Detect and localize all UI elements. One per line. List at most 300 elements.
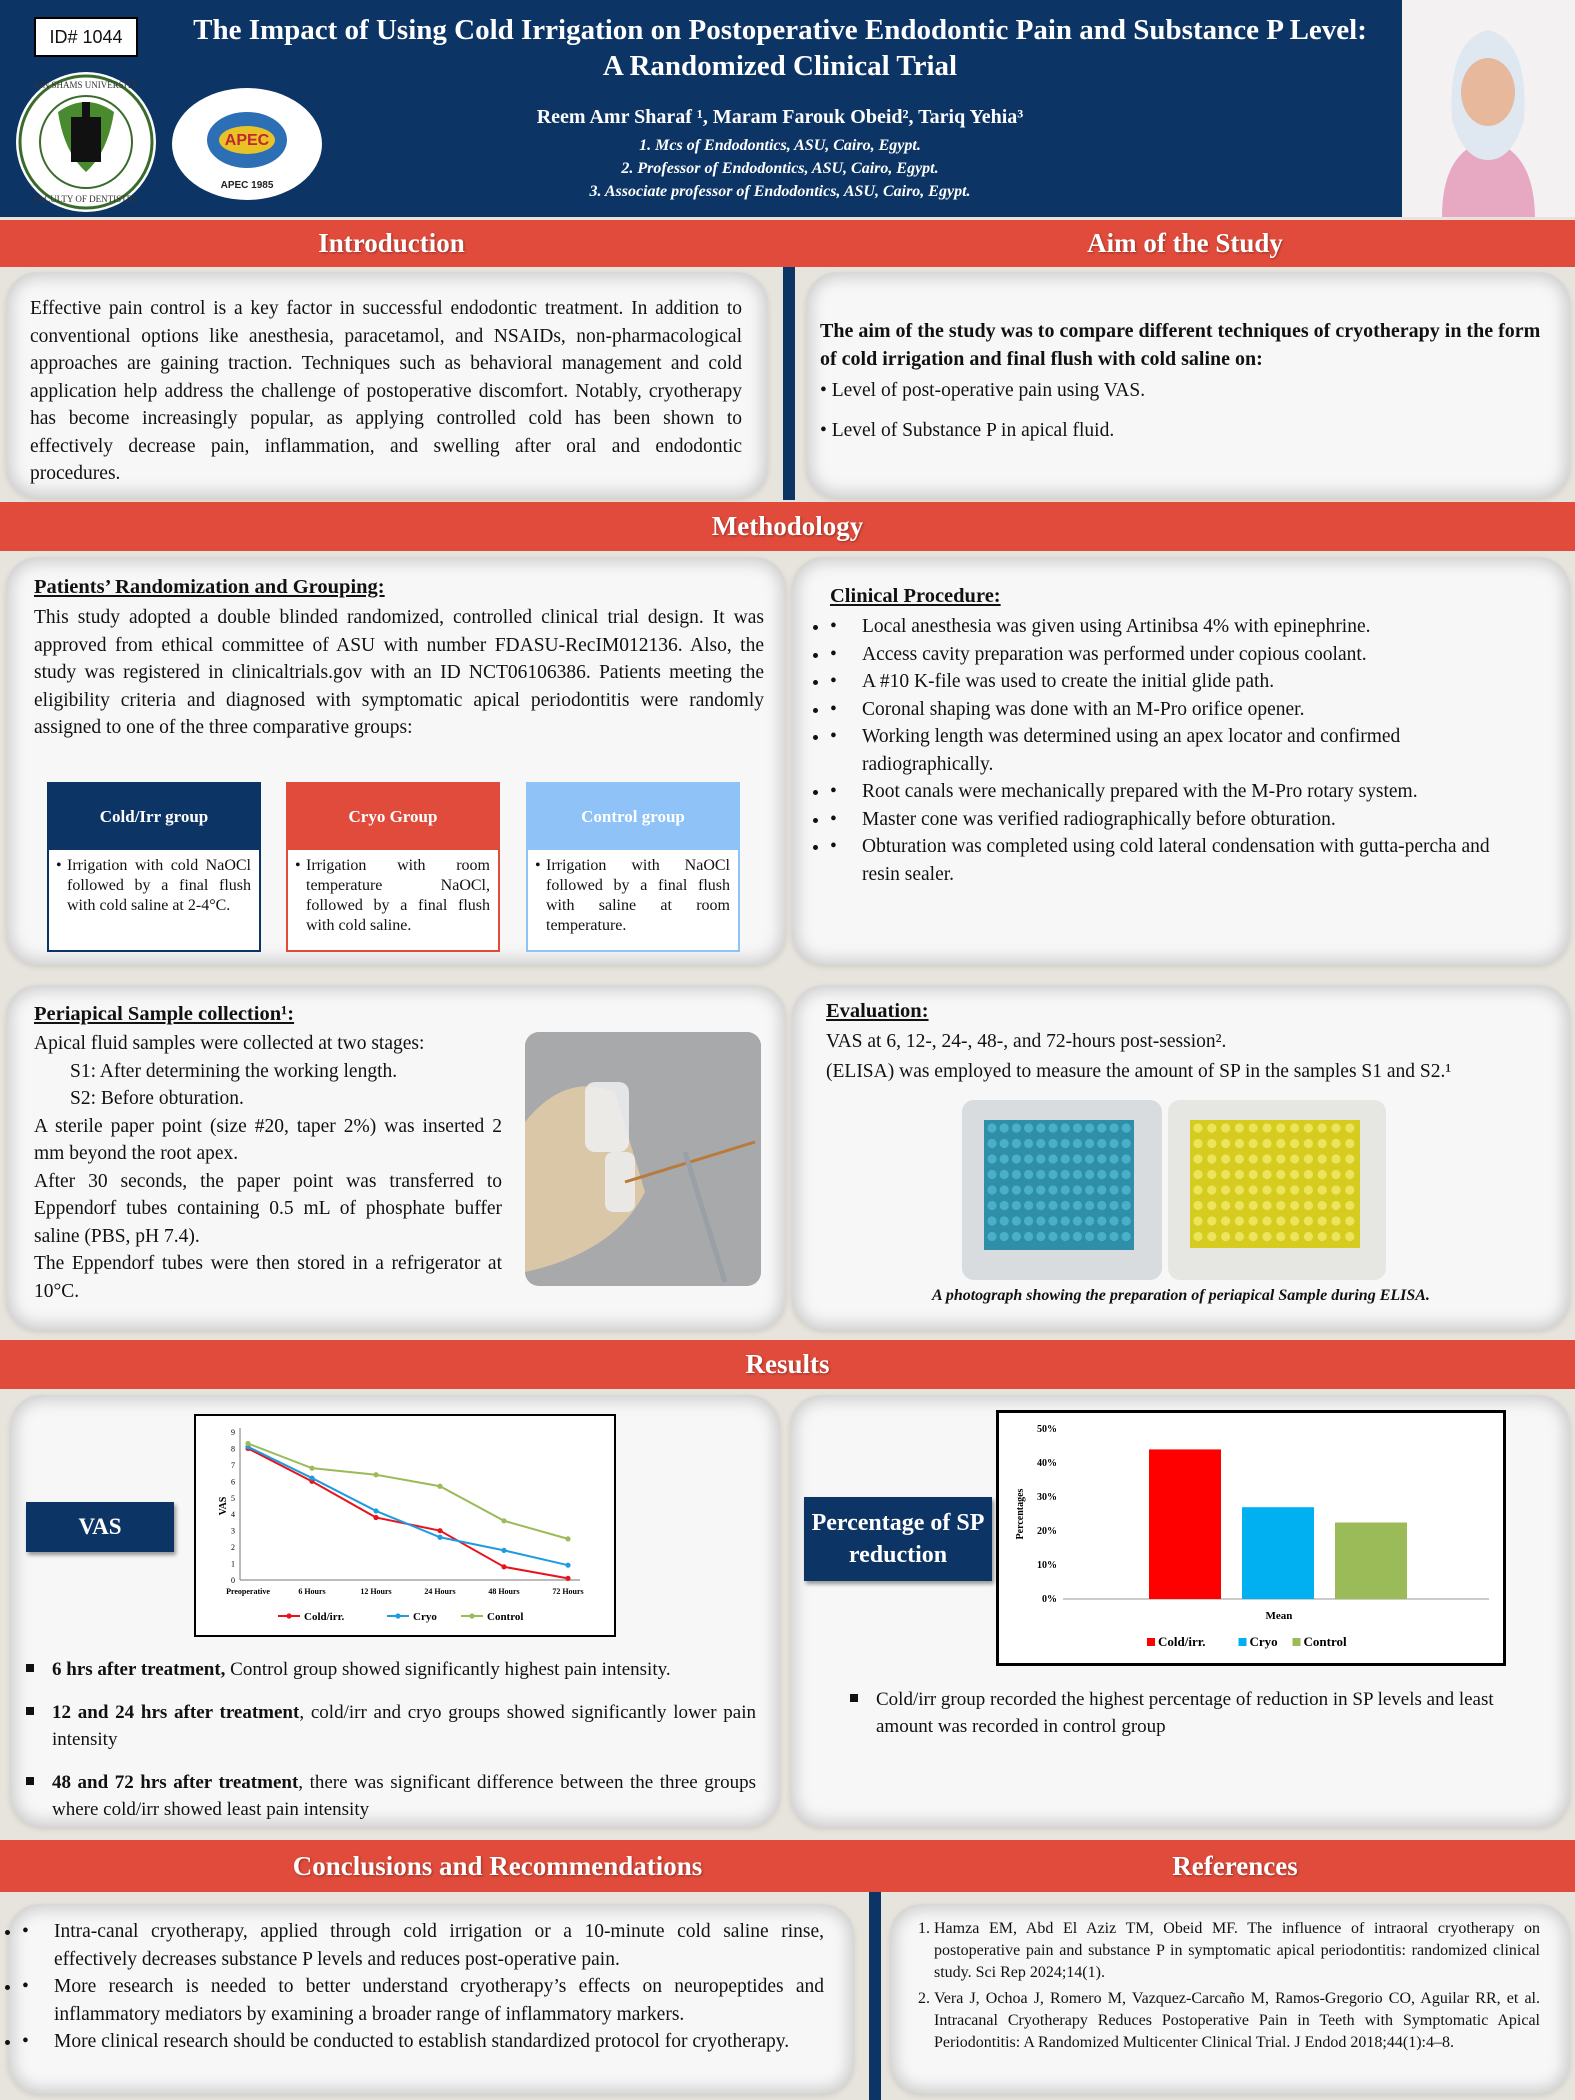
sample-line: Apical fluid samples were collected at two stages: bbox=[34, 1033, 425, 1054]
plate-well bbox=[1304, 1185, 1313, 1194]
bar-control bbox=[1335, 1523, 1407, 1600]
sample-text bbox=[34, 1030, 502, 1305]
aim-bullet-1: • Level of post-operative pain using VAS. bbox=[820, 380, 1146, 401]
plate-well bbox=[1207, 1201, 1216, 1210]
group-box-coldirr bbox=[47, 782, 261, 952]
y-axis-label: Percentages bbox=[1015, 1488, 1026, 1540]
group-desc: • Irrigation with cold NaOCl followed by a final flush with cold saline at 2-4°C. bbox=[49, 850, 259, 922]
plate-well bbox=[1024, 1185, 1033, 1194]
legend-swatch bbox=[1239, 1638, 1247, 1646]
results-heading: Results bbox=[0, 1340, 1575, 1389]
plate-well bbox=[1000, 1123, 1009, 1132]
plate-well bbox=[1061, 1232, 1070, 1241]
plate-well bbox=[1331, 1185, 1340, 1194]
plate-well bbox=[1235, 1139, 1244, 1148]
plate-well bbox=[1276, 1232, 1285, 1241]
plate-well bbox=[1097, 1170, 1106, 1179]
clinical-item: • • Local anesthesia was given using Artinibsa 4% with epinephrine. bbox=[830, 613, 1520, 641]
aim-bullet-2: • Level of Substance P in apical fluid. bbox=[820, 420, 1115, 441]
plate-well bbox=[987, 1154, 996, 1163]
plate-well bbox=[1331, 1154, 1340, 1163]
y-tick-label: 1 bbox=[231, 1559, 235, 1569]
plate-well bbox=[1331, 1123, 1340, 1132]
plate-well bbox=[1304, 1123, 1313, 1132]
plate-well bbox=[1193, 1201, 1202, 1210]
plate-well bbox=[1085, 1170, 1094, 1179]
evaluation-line-1: VAS at 6, 12-, 24-, 48-, and 72-hours post-session². bbox=[826, 1031, 1227, 1052]
data-point bbox=[309, 1466, 314, 1471]
svg-text:AIN SHAMS UNIVERSITY: AIN SHAMS UNIVERSITY bbox=[33, 80, 139, 90]
elisa-plate-yellow bbox=[1168, 1100, 1386, 1280]
plate-well bbox=[1085, 1216, 1094, 1225]
y-tick-label: 3 bbox=[231, 1526, 235, 1536]
plate-well bbox=[1024, 1139, 1033, 1148]
plate-well bbox=[1318, 1123, 1327, 1132]
plate-well bbox=[1073, 1201, 1082, 1210]
finding-text: , cold/irr and cryo groups showed significantly lower pain intensity bbox=[52, 1702, 757, 1750]
plate-well bbox=[1249, 1123, 1258, 1132]
plate-well bbox=[1304, 1139, 1313, 1148]
vas-label: VAS bbox=[26, 1502, 174, 1552]
plate-well bbox=[1249, 1139, 1258, 1148]
legend-label: Cold/irr. bbox=[1158, 1634, 1206, 1649]
plate-well bbox=[1122, 1216, 1131, 1225]
plate-well bbox=[1109, 1139, 1118, 1148]
y-tick-label: 5 bbox=[231, 1493, 235, 1503]
plate-well bbox=[1193, 1185, 1202, 1194]
plate-well bbox=[1290, 1201, 1299, 1210]
plate-well bbox=[1290, 1123, 1299, 1132]
plate-well bbox=[1036, 1232, 1045, 1241]
y-tick-label: 20% bbox=[1037, 1526, 1057, 1537]
plate-well bbox=[1304, 1216, 1313, 1225]
plate-well bbox=[1249, 1232, 1258, 1241]
plate-well bbox=[1109, 1170, 1118, 1179]
plate-well bbox=[1024, 1170, 1033, 1179]
plate-well bbox=[1097, 1201, 1106, 1210]
clinical-item: • • Access cavity preparation was performed under copious coolant. bbox=[830, 641, 1520, 669]
sample-line: S1: After determining the working length. bbox=[70, 1060, 398, 1082]
plate-well bbox=[1193, 1216, 1202, 1225]
conclusion-item: • • More clinical research should be conducted to establish standardized protocol for cryotherapy. bbox=[22, 2028, 824, 2056]
conclusion-item: • • More research is needed to better understand cryotherapy’s effects on neuropeptides and inflammatory mediators by examining a broader range of inflammatory markers. bbox=[22, 1973, 824, 2028]
plate-well bbox=[1085, 1232, 1094, 1241]
plate-well bbox=[1276, 1139, 1285, 1148]
plate-well bbox=[1345, 1201, 1354, 1210]
elisa-caption: A photograph showing the preparation of periapical Sample during ELISA. bbox=[932, 1287, 1430, 1304]
plate-well bbox=[1000, 1216, 1009, 1225]
plate-well bbox=[1193, 1139, 1202, 1148]
sample-heading: Periapical Sample collection¹: bbox=[34, 1003, 295, 1025]
x-tick-label: 72 Hours bbox=[552, 1587, 584, 1596]
plate-well bbox=[1276, 1154, 1285, 1163]
clinical-item: • • Coronal shaping was done with an M-Pro orifice opener. bbox=[830, 696, 1520, 724]
data-point bbox=[373, 1472, 378, 1477]
plate-well bbox=[1304, 1201, 1313, 1210]
x-tick-label: 6 Hours bbox=[298, 1587, 326, 1596]
references-list bbox=[910, 1918, 1540, 2054]
plate-well bbox=[1012, 1170, 1021, 1179]
plate-well bbox=[987, 1216, 996, 1225]
plate-well bbox=[1207, 1232, 1216, 1241]
finding-bold: 48 and 72 hrs after treatment bbox=[52, 1772, 299, 1793]
y-tick-label: 0% bbox=[1042, 1594, 1057, 1605]
plate-well bbox=[1290, 1139, 1299, 1148]
affiliation-2: 2. Professor of Endodontics, ASU, Cairo, Egypt. bbox=[621, 160, 939, 177]
plate-well bbox=[1262, 1123, 1271, 1132]
plate-well bbox=[1109, 1201, 1118, 1210]
plate-well bbox=[1097, 1185, 1106, 1194]
plate-well bbox=[1036, 1139, 1045, 1148]
plate-well bbox=[1109, 1185, 1118, 1194]
plate-well bbox=[1085, 1201, 1094, 1210]
plate-well bbox=[1000, 1154, 1009, 1163]
plate-well bbox=[987, 1201, 996, 1210]
column-divider bbox=[783, 267, 795, 500]
plate-well bbox=[1276, 1123, 1285, 1132]
plate-well bbox=[1235, 1232, 1244, 1241]
plate-well bbox=[1207, 1154, 1216, 1163]
plate-well bbox=[1036, 1216, 1045, 1225]
plate-well bbox=[1036, 1201, 1045, 1210]
data-point bbox=[309, 1475, 314, 1480]
group-name: Cryo Group bbox=[288, 784, 498, 850]
legend-marker bbox=[469, 1613, 474, 1618]
data-point bbox=[501, 1518, 506, 1523]
legend-label: Control bbox=[1303, 1634, 1347, 1649]
plate-well bbox=[1073, 1185, 1082, 1194]
plate-well bbox=[1061, 1154, 1070, 1163]
ain-shams-logo bbox=[16, 72, 156, 212]
plate-well bbox=[1048, 1170, 1057, 1179]
title-line-1: The Impact of Using Cold Irrigation on Postoperative Endodontic Pain and Substance P Level: bbox=[193, 14, 1367, 46]
plate-well bbox=[1061, 1123, 1070, 1132]
plate-well bbox=[1318, 1185, 1327, 1194]
plate-well bbox=[1262, 1154, 1271, 1163]
data-point bbox=[501, 1564, 506, 1569]
plate-well bbox=[1318, 1232, 1327, 1241]
plate-well bbox=[1193, 1154, 1202, 1163]
plate-well bbox=[1318, 1216, 1327, 1225]
y-tick-label: 10% bbox=[1037, 1560, 1057, 1571]
svg-text:APEC 1985: APEC 1985 bbox=[220, 180, 274, 191]
plate-well bbox=[1345, 1232, 1354, 1241]
plate-well bbox=[1036, 1185, 1045, 1194]
group-desc: • Irrigation with room temperature NaOCl, followed by a final flush with cold saline. bbox=[288, 850, 498, 942]
plate-well bbox=[1012, 1139, 1021, 1148]
plate-well bbox=[1061, 1139, 1070, 1148]
data-point bbox=[437, 1535, 442, 1540]
plate-well bbox=[1235, 1170, 1244, 1179]
legend-swatch bbox=[1293, 1638, 1301, 1646]
plate-well bbox=[1318, 1170, 1327, 1179]
plate-well bbox=[1048, 1232, 1057, 1241]
plate-well bbox=[1048, 1154, 1057, 1163]
bottom-divider bbox=[869, 1892, 881, 2100]
plate-well bbox=[1097, 1154, 1106, 1163]
plate-well bbox=[1235, 1201, 1244, 1210]
sample-line: After 30 seconds, the paper point was transferred to Eppendorf tubes containing 0.5 mL of phosphate buffer saline (PBS, pH 7.4). bbox=[34, 1170, 502, 1247]
plate-well bbox=[1290, 1232, 1299, 1241]
plate-well bbox=[1207, 1185, 1216, 1194]
finding-text: Control group showed significantly highest pain intensity. bbox=[225, 1659, 671, 1680]
plate-well bbox=[1262, 1170, 1271, 1179]
plate-well bbox=[1193, 1123, 1202, 1132]
plate-well bbox=[1345, 1170, 1354, 1179]
data-point bbox=[437, 1484, 442, 1489]
plate-well bbox=[1061, 1201, 1070, 1210]
plate-well bbox=[1012, 1154, 1021, 1163]
sp-finding: Cold/irr group recorded the highest percentage of reduction in SP levels and least amount was recorded in control group bbox=[850, 1686, 1530, 1740]
plate-well bbox=[1318, 1154, 1327, 1163]
sample-photo bbox=[525, 1032, 761, 1286]
plate-well bbox=[987, 1123, 996, 1132]
plate-well bbox=[1249, 1201, 1258, 1210]
plate-well bbox=[1221, 1232, 1230, 1241]
group-box-control bbox=[526, 782, 740, 952]
plate-well bbox=[1012, 1216, 1021, 1225]
legend-marker bbox=[395, 1613, 400, 1618]
vas-findings-list bbox=[26, 1656, 756, 1823]
group-box-cryo bbox=[286, 782, 500, 952]
plate-well bbox=[1345, 1154, 1354, 1163]
plate-well bbox=[1207, 1139, 1216, 1148]
data-point bbox=[437, 1528, 442, 1533]
poster-title bbox=[160, 12, 1400, 84]
y-tick-label: 0 bbox=[231, 1576, 235, 1585]
legend-label: Cryo bbox=[1249, 1634, 1278, 1649]
plate-well bbox=[1000, 1201, 1009, 1210]
y-tick-label: 4 bbox=[231, 1510, 235, 1520]
plate-well bbox=[1122, 1170, 1131, 1179]
plate-well bbox=[987, 1139, 996, 1148]
clinical-item: • • Obturation was completed using cold lateral condensation with gutta-percha and resin sealer. bbox=[830, 833, 1520, 888]
y-tick-label: 6 bbox=[231, 1477, 235, 1487]
group-name: Control group bbox=[528, 784, 738, 850]
clinical-heading: Clinical Procedure: bbox=[830, 585, 1001, 607]
plate-well bbox=[1024, 1201, 1033, 1210]
data-point bbox=[565, 1536, 570, 1541]
svg-text:APEC: APEC bbox=[224, 132, 270, 149]
poster-id-box: ID# 1044 bbox=[34, 17, 138, 57]
plate-well bbox=[1097, 1123, 1106, 1132]
plate-well bbox=[1073, 1232, 1082, 1241]
plate-well bbox=[1109, 1123, 1118, 1132]
plate-well bbox=[1024, 1154, 1033, 1163]
plate-well bbox=[1122, 1201, 1131, 1210]
elisa-plate-blue bbox=[962, 1100, 1162, 1280]
plate-well bbox=[1012, 1123, 1021, 1132]
plate-well bbox=[1235, 1185, 1244, 1194]
plate-well bbox=[1221, 1216, 1230, 1225]
plate-well bbox=[1193, 1232, 1202, 1241]
plate-well bbox=[1262, 1216, 1271, 1225]
references-heading: References bbox=[1172, 1850, 1298, 1881]
vas-finding bbox=[26, 1656, 756, 1683]
methodology-heading: Methodology bbox=[0, 502, 1575, 551]
plate-well bbox=[1221, 1185, 1230, 1194]
plate-well bbox=[1331, 1232, 1340, 1241]
data-point bbox=[373, 1508, 378, 1513]
plate-well bbox=[1345, 1139, 1354, 1148]
y-tick-label: 40% bbox=[1037, 1458, 1057, 1469]
plate-well bbox=[1290, 1154, 1299, 1163]
data-point bbox=[373, 1515, 378, 1520]
clinical-list bbox=[830, 613, 1520, 888]
plate-well bbox=[1331, 1216, 1340, 1225]
plate-well bbox=[1221, 1139, 1230, 1148]
affiliation-3: 3. Associate professor of Endodontics, ASU, Cairo, Egypt. bbox=[589, 183, 971, 200]
plate-well bbox=[1331, 1201, 1340, 1210]
sample-line: A sterile paper point (size #20, taper 2%) was inserted 2 mm beyond the root apex. bbox=[34, 1115, 502, 1164]
reference-item: 1. Hamza EM, Abd El Aziz TM, Obeid MF. The influence of intraoral cryotherapy on postoperative pain and substance P in symptomatic apical periodontitis: randomized clinical study. Sci Rep 2024;14(1). bbox=[934, 1918, 1540, 1984]
plate-well bbox=[1249, 1185, 1258, 1194]
plate-well bbox=[1235, 1123, 1244, 1132]
plate-well bbox=[1304, 1232, 1313, 1241]
plate-well bbox=[1249, 1154, 1258, 1163]
plate-well bbox=[1109, 1154, 1118, 1163]
plate-well bbox=[1262, 1201, 1271, 1210]
svg-text:FACULTY OF DENTISTRY: FACULTY OF DENTISTRY bbox=[33, 194, 139, 204]
x-axis-label: Mean bbox=[1265, 1610, 1293, 1622]
plate-well bbox=[1109, 1216, 1118, 1225]
sample-line: The Eppendorf tubes were then stored in a refrigerator at 10°C. bbox=[34, 1253, 502, 1302]
data-point bbox=[565, 1563, 570, 1568]
plate-well bbox=[1235, 1216, 1244, 1225]
plate-well bbox=[1048, 1139, 1057, 1148]
plate-well bbox=[1085, 1123, 1094, 1132]
x-tick-label: 24 Hours bbox=[424, 1587, 456, 1596]
plate-well bbox=[1318, 1139, 1327, 1148]
plate-well bbox=[1097, 1139, 1106, 1148]
aim-lead: The aim of the study was to compare different techniques of cryotherapy in the form of cold irrigation and final flush with cold saline on: bbox=[820, 320, 1541, 370]
y-tick-label: 50% bbox=[1037, 1424, 1057, 1435]
plate-well bbox=[1048, 1185, 1057, 1194]
plate-well bbox=[1000, 1232, 1009, 1241]
plate-well bbox=[1012, 1201, 1021, 1210]
plate-well bbox=[1000, 1185, 1009, 1194]
aim-heading: Aim of the Study bbox=[1087, 228, 1283, 258]
plate-well bbox=[1290, 1170, 1299, 1179]
plate-well bbox=[1207, 1123, 1216, 1132]
plate-well bbox=[1073, 1154, 1082, 1163]
y-tick-label: 30% bbox=[1037, 1492, 1057, 1503]
plate-well bbox=[1061, 1185, 1070, 1194]
plate-well bbox=[1000, 1139, 1009, 1148]
plate-well bbox=[1290, 1185, 1299, 1194]
clinical-item: • • A #10 K-file was used to create the initial glide path. bbox=[830, 668, 1520, 696]
author-photo bbox=[1402, 0, 1575, 217]
plate-well bbox=[1024, 1216, 1033, 1225]
legend-label: Control bbox=[487, 1611, 524, 1623]
series-line-coldirr bbox=[248, 1448, 568, 1578]
plate-well bbox=[1073, 1123, 1082, 1132]
x-tick-label: 12 Hours bbox=[360, 1587, 392, 1596]
authors: Reem Amr Sharaf ¹, Maram Farouk Obeid², Tariq Yehia³ bbox=[536, 106, 1024, 128]
vas-finding bbox=[26, 1699, 756, 1753]
affiliation-1: 1. Mcs of Endodontics, ASU, Cairo, Egypt. bbox=[639, 137, 921, 154]
plate-well bbox=[1262, 1232, 1271, 1241]
legend-label: Cold/irr. bbox=[304, 1611, 345, 1623]
sp-label: Percentage of SP reduction bbox=[804, 1497, 992, 1581]
plate-well bbox=[1276, 1216, 1285, 1225]
plate-well bbox=[1122, 1185, 1131, 1194]
bar-cryo bbox=[1242, 1507, 1314, 1599]
plate-well bbox=[1290, 1216, 1299, 1225]
vas-chart bbox=[194, 1414, 616, 1637]
data-point bbox=[565, 1576, 570, 1581]
plate-well bbox=[1073, 1170, 1082, 1179]
plate-well bbox=[1073, 1216, 1082, 1225]
plate-well bbox=[1073, 1139, 1082, 1148]
plate-well bbox=[1097, 1232, 1106, 1241]
plate-well bbox=[1276, 1170, 1285, 1179]
plate-well bbox=[987, 1232, 996, 1241]
data-point bbox=[501, 1548, 506, 1553]
evaluation-line-2: (ELISA) was employed to measure the amount of SP in the samples S1 and S2.¹ bbox=[826, 1061, 1452, 1082]
evaluation-heading: Evaluation: bbox=[826, 1000, 929, 1022]
plate-well bbox=[1122, 1139, 1131, 1148]
plate-well bbox=[1012, 1185, 1021, 1194]
plate-well bbox=[1085, 1154, 1094, 1163]
plate-well bbox=[1048, 1201, 1057, 1210]
y-axis-label: VAS bbox=[218, 1496, 229, 1516]
plate-well bbox=[1276, 1185, 1285, 1194]
plate-well bbox=[1331, 1170, 1340, 1179]
reference-item: 2. Vera J, Ochoa J, Romero M, Vazquez-Carcaño M, Ramos-Gregorio CO, Aguilar RR, et al. Intracanal Cryotherapy Reduces Postoperative Pain in Teeth with Symptomatic Apical Periodontitis: A Randomized Multicenter Clinical Trial. J Endod 2018;44(1):4–8. bbox=[934, 1988, 1540, 2054]
finding-bold: 12 and 24 hrs after treatment bbox=[52, 1702, 300, 1723]
plate-well bbox=[1036, 1170, 1045, 1179]
series-line-cryo bbox=[248, 1447, 568, 1565]
plate-well bbox=[1304, 1154, 1313, 1163]
y-tick-label: 9 bbox=[231, 1428, 235, 1437]
clinical-item: • • Root canals were mechanically prepared with the M-Pro rotary system. bbox=[830, 778, 1520, 806]
plate-well bbox=[1024, 1232, 1033, 1241]
y-tick-label: 2 bbox=[231, 1543, 235, 1553]
plate-well bbox=[1207, 1170, 1216, 1179]
plate-well bbox=[1221, 1170, 1230, 1179]
plate-well bbox=[1036, 1123, 1045, 1132]
plate-well bbox=[1207, 1216, 1216, 1225]
sp-chart bbox=[996, 1410, 1506, 1666]
plate-well bbox=[987, 1185, 996, 1194]
finding-bold: 6 hrs after treatment, bbox=[52, 1659, 226, 1680]
y-tick-label: 8 bbox=[231, 1444, 235, 1454]
clinical-item: • • Master cone was verified radiographically before obturation. bbox=[830, 806, 1520, 834]
legend-label: Cryo bbox=[413, 1611, 437, 1623]
plate-well bbox=[1318, 1201, 1327, 1210]
plate-well bbox=[1262, 1185, 1271, 1194]
clinical-item: • • Working length was determined using an apex locator and confirmed radiographically. bbox=[830, 723, 1520, 778]
plate-well bbox=[1024, 1123, 1033, 1132]
plate-well bbox=[1122, 1232, 1131, 1241]
introduction-text: Effective pain control is a key factor in successful endodontic treatment. In addition to conventional options like anesthesia, paracetamol, and NSAIDs, non-pharmacological approaches are gaining traction. Techniques such as behavioral management and cold application help address the challenge of postoperative discomfort. Notably, cryotherapy has become increasingly popular, as applying controlled cold has been shown to effectively decrease pain, inflammation, and swelling after oral and endodontic procedures. bbox=[30, 298, 742, 484]
plate-well bbox=[1235, 1154, 1244, 1163]
plate-well bbox=[1000, 1170, 1009, 1179]
plate-well bbox=[1345, 1185, 1354, 1194]
conclusions-list bbox=[22, 1918, 824, 2056]
plate-well bbox=[1036, 1154, 1045, 1163]
conclusion-item: • • Intra-canal cryotherapy, applied through cold irrigation or a 10-minute cold saline rinse, effectively decreases substance P levels and reduces post-operative pain. bbox=[22, 1918, 824, 1973]
plate-well bbox=[1085, 1139, 1094, 1148]
vas-finding bbox=[26, 1769, 756, 1823]
plate-well bbox=[1061, 1170, 1070, 1179]
legend-swatch bbox=[1147, 1638, 1155, 1646]
title-line-2: A Randomized Clinical Trial bbox=[602, 50, 958, 82]
randomization-text: This study adopted a double blinded randomized, controlled clinical trial design. It was approved from ethical committee of ASU with number FDASU-RecIM012136. Also, the study was registered in clinicaltrials.gov with an ID NCT06106386. Patients meeting the eligibility criteria and diagnosed with symptomatic apical periodontitis were randomly assigned to one of the three comparative groups: bbox=[34, 607, 764, 738]
finding-text: , there was significant difference between the three groups where cold/irr showed least pain intensity bbox=[52, 1772, 756, 1820]
sp-findings-list bbox=[850, 1686, 1530, 1740]
